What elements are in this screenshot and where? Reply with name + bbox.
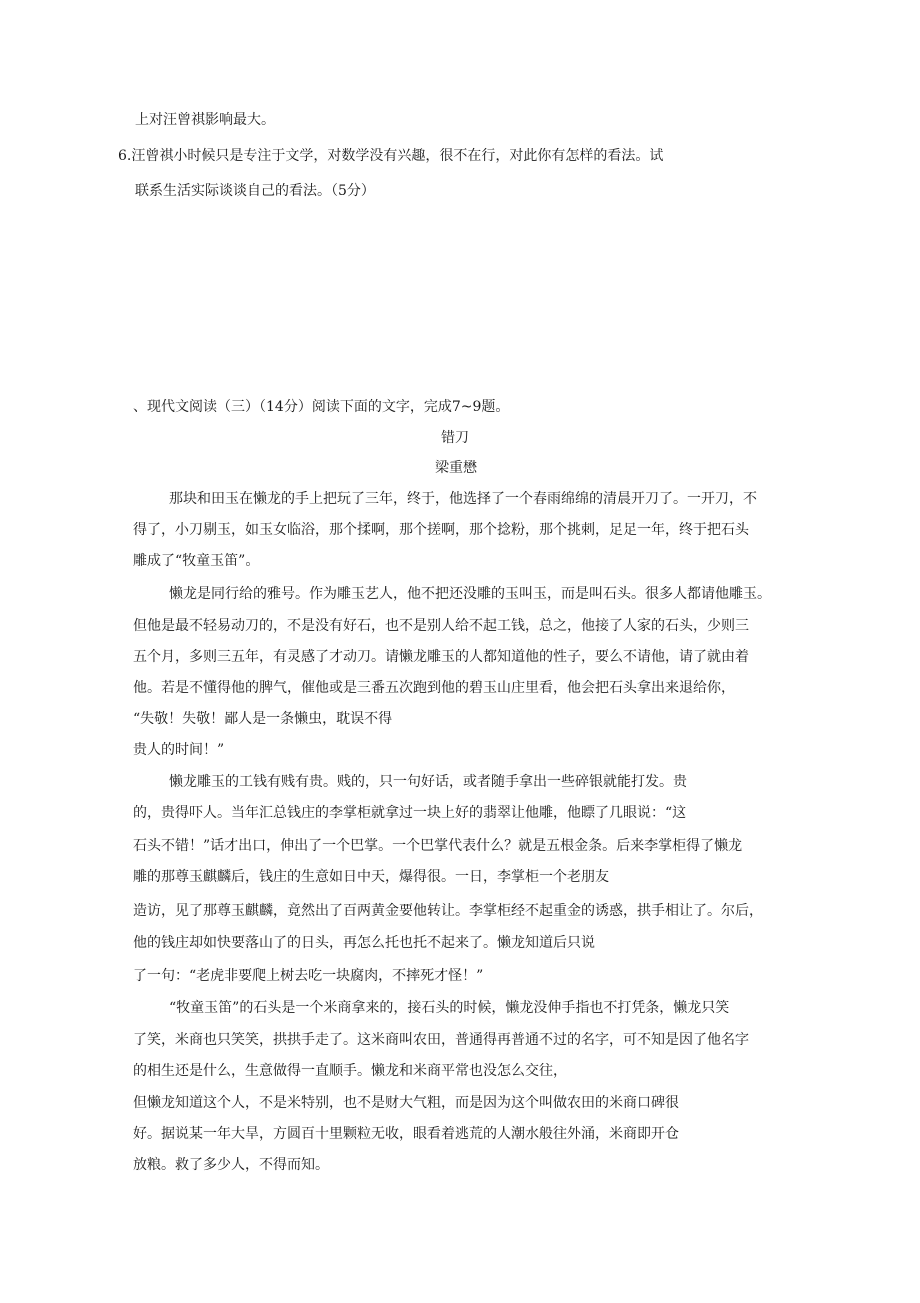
paragraph-line: 雕成了“牧童玉笛”。 [133,553,260,569]
paragraph-line: 的相生还是什么，生意做得一直顺手。懒龙和米商平常也没怎么交往， [133,1063,567,1079]
article-title: 错刀 [441,430,469,446]
paragraph-line: 了一句：“老虎非要爬上树去吃一块腐肉，不摔死才怪！” [133,968,484,984]
paragraph-line: 他。若是不懂得他的脾气，催他或是三番五次跑到他的碧玉山庄里看，他会把石头拿出来退给你， [133,680,735,696]
paragraph-line: “失敬！失敬！鄙人是一条懒虫，耽误不得 [133,711,393,727]
paragraph-line: 的，贵得吓人。当年汇总钱庄的李掌柜就拿过一块上好的翡翠让他雕，他瞟了几眼说：“这 [133,805,687,821]
paragraph-line: 放粮。救了多少人，不得而知。 [133,1157,329,1173]
paragraph-line: “牧童玉笛”的石头是一个米商拿来的，接石头的时候，懒龙没伸手指也不打凭条，懒龙只笑 [169,1000,730,1016]
paragraph-line: 但他是最不轻易动刀的，不是没有好石，也不是别人给不起工钱，总之，他接了人家的石头，少则三 [133,618,749,634]
paragraph-line: 石头不错！”话才出口，伸出了一个巴掌。一个巴掌代表什么？就是五根金条。后来李掌柜得了懒龙 [133,838,743,854]
paragraph-line: 好。据说某一年大旱，方圆百十里颗粒无收，眼看着逃荒的人潮水般往外涌，米商即开仓 [133,1126,679,1142]
paragraph-line: 雕的那尊玉麒麟后，钱庄的生意如日中天，爆得很。一日，李掌柜一个老朋友 [133,869,609,885]
paragraph-line: 懒龙是同行给的雅号。作为雕玉艺人，他不把还没雕的玉叫玉，而是叫石头。很多人都请他雕玉。 [169,586,771,602]
paragraph-line: 了笑，米商也只笑笑，拱拱手走了。这米商叫农田，普通得再普通不过的名字，可不知是因了他名字 [133,1032,749,1048]
paragraph-line: 懒龙雕玉的工钱有贱有贵。贱的，只一句好话，或者随手拿出一些碎银就能打发。贵 [169,774,687,790]
paragraph-line: 得了，小刀剔玉，如玉女临浴，那个揉啊，那个搓啊，那个捻粉，那个挑刺，足足一年，终于把石头 [133,522,749,538]
question-6-continued: 联系生活实际谈谈自己的看法。（5分） [135,183,375,199]
paragraph-line: 那块和田玉在懒龙的手上把玩了三年，终于，他选择了一个春雨绵绵的清晨开刀了。一开刀，不 [169,491,757,507]
paragraph-line: 但懒龙知道这个人，不是米特别，也不是财大气粗，而是因为这个叫做农田的米商口碑很 [133,1095,679,1111]
paragraph-line: 他的钱庄却如快要落山了的日头，再怎么托也托不起来了。懒龙知道后只说 [133,935,595,951]
article-author: 梁重懋 [435,460,477,476]
text-line: 上对汪曾祺影响最大。 [135,112,275,128]
paragraph-line: 五个月，多则三五年，有灵感了才动刀。请懒龙雕玉的人都知道他的性子，要么不请他，请了就由着 [133,649,749,665]
paragraph-line: 贵人的时间！” [133,742,225,758]
section-heading: 、现代文阅读（三）（14分）阅读下面的文字，完成7~9题。 [133,399,510,415]
paragraph-line: 造访，见了那尊玉麒麟，竟然出了百两黄金要他转让。李掌柜经不起重金的诱惑，拱手相让了。尔后， [133,903,763,919]
question-6-line: 6.汪曾祺小时候只是专注于文学，对数学没有兴趣，很不在行，对此你有怎样的看法。试 [118,148,664,164]
